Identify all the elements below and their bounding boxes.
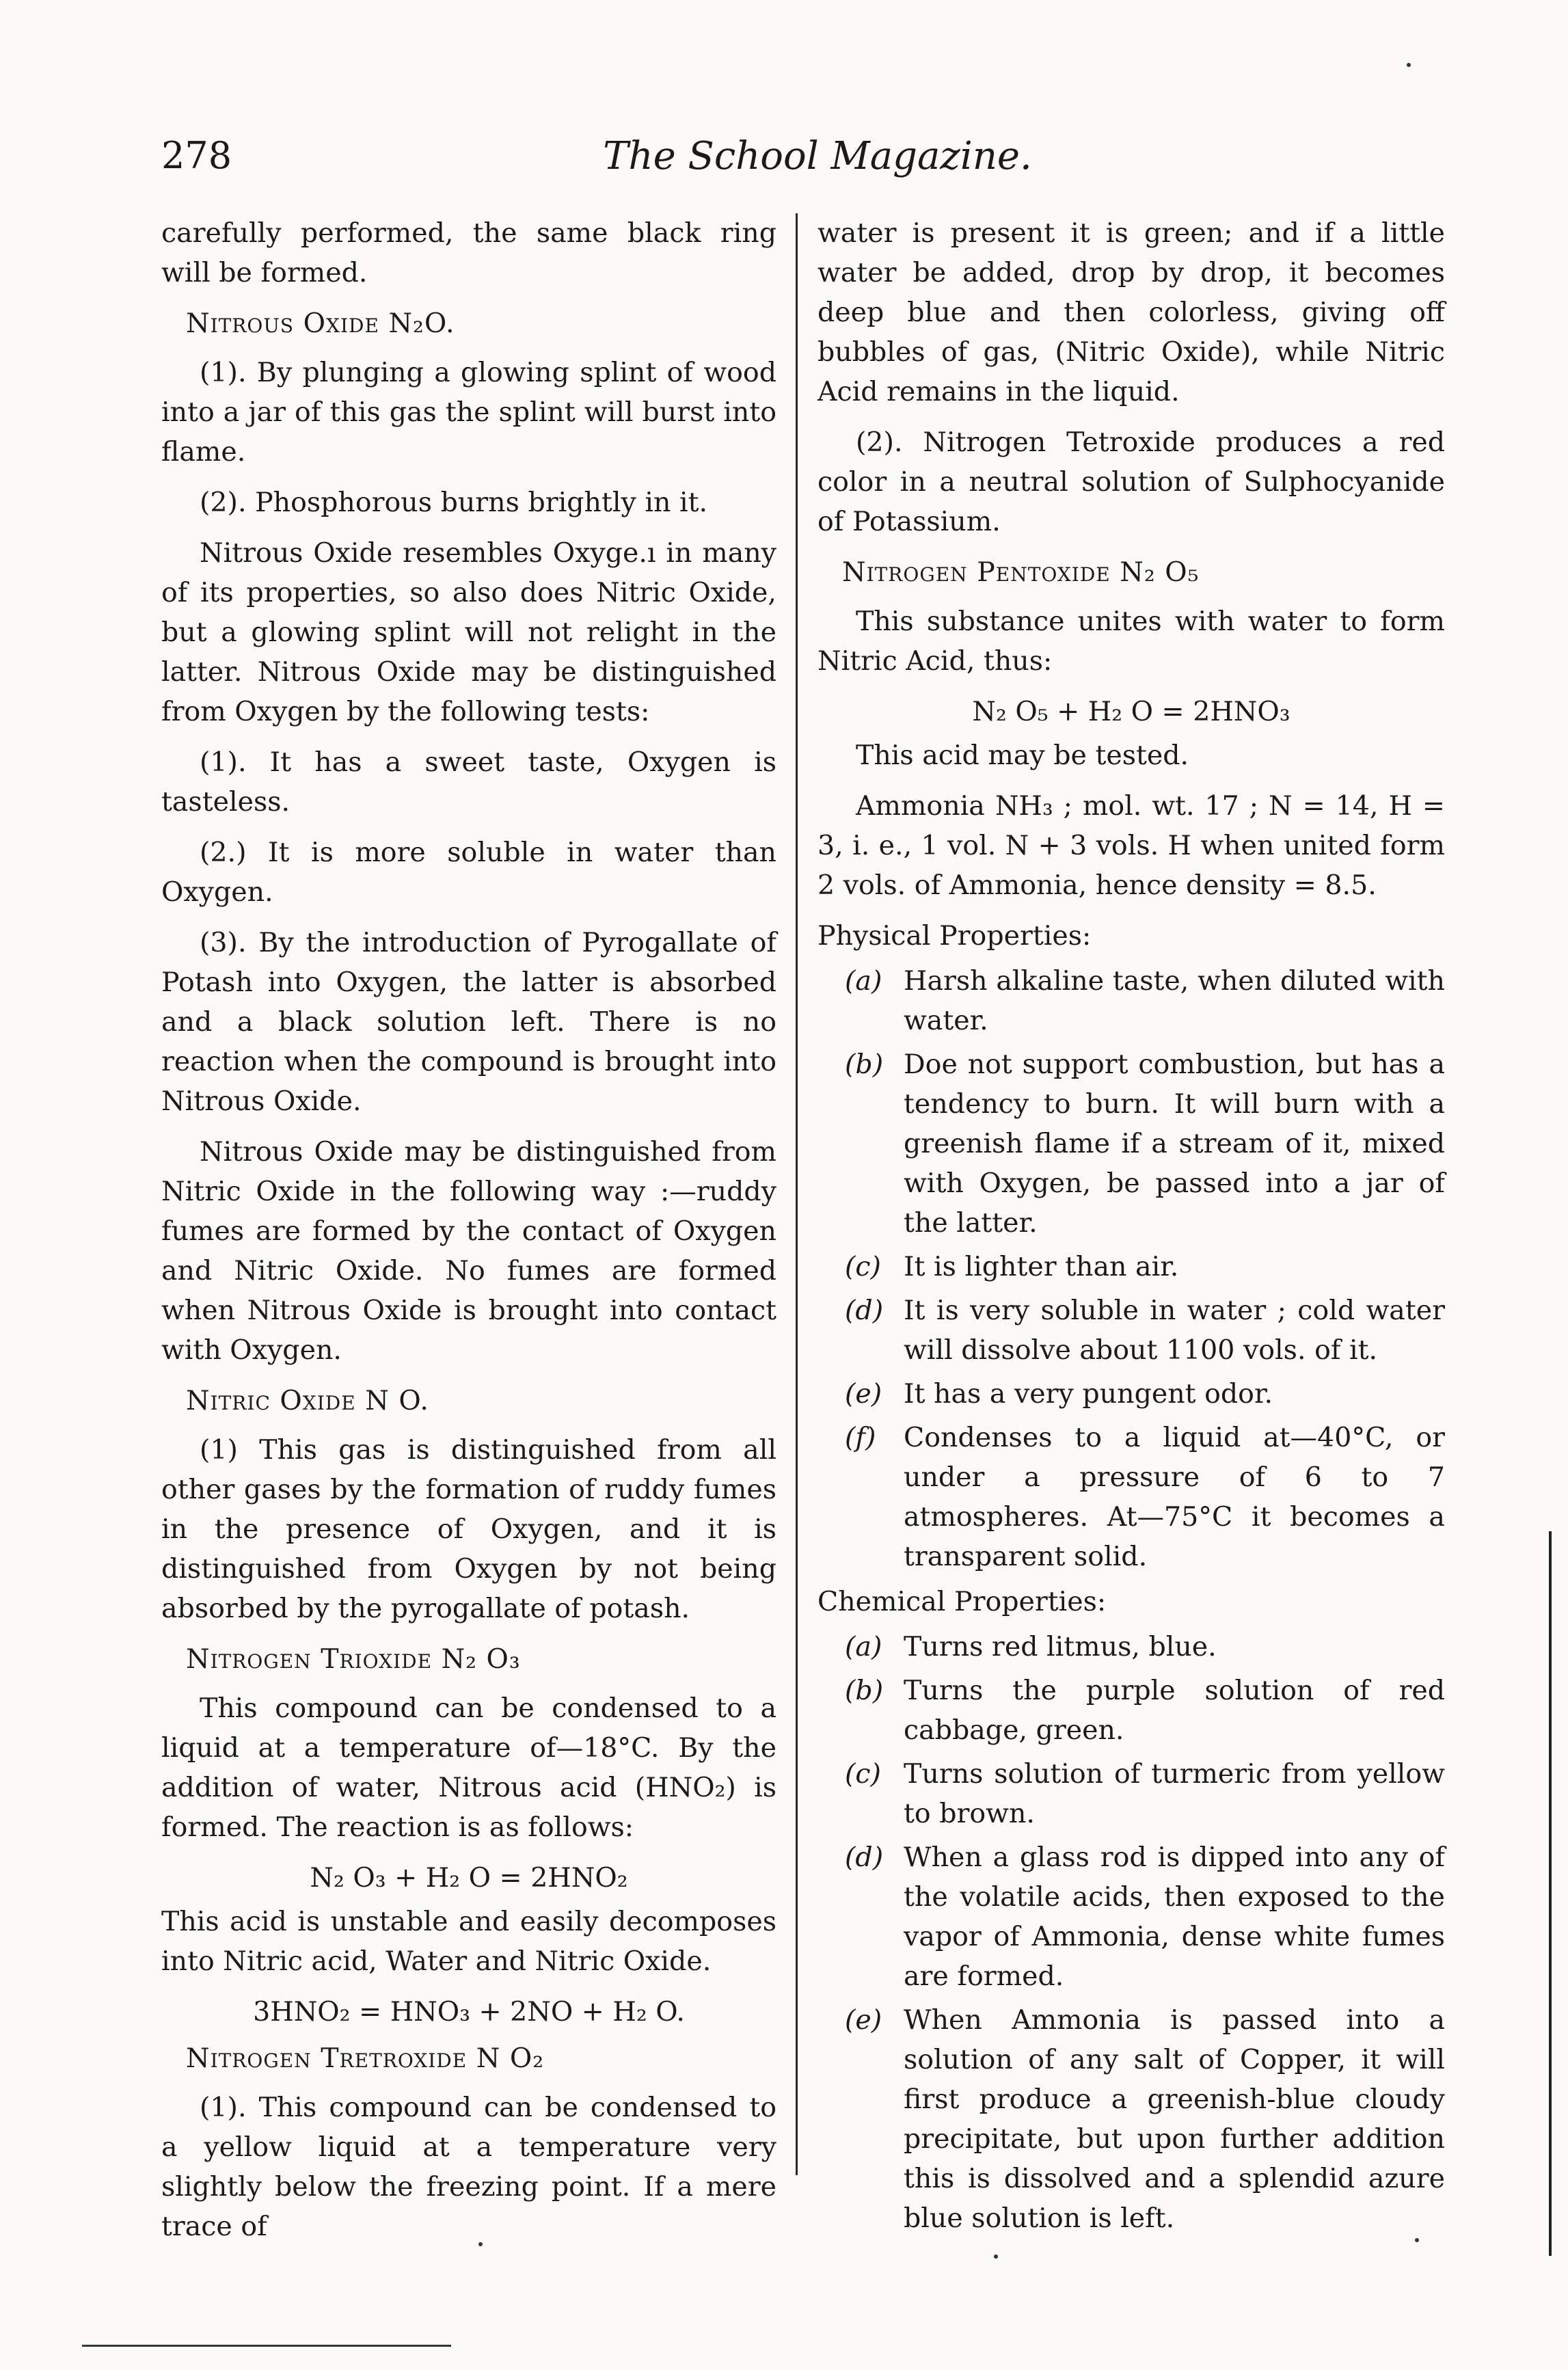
list-item — [845, 1374, 1445, 1414]
paragraph: (1). This compound can be condensed to a yellow liquid at a temperature very slightly below the freezing point. If a mere trace of — [161, 2092, 776, 2242]
item-text: Turns red litmus, blue. — [904, 1631, 1217, 1662]
section-heading-nitrogen-tretroxide: Nitrogen Tretroxide N O₂ — [186, 2043, 545, 2074]
running-header — [161, 134, 1474, 196]
item-marker: (d) — [845, 1295, 884, 1326]
item-marker: (f) — [845, 1422, 876, 1453]
list-item — [845, 1837, 1445, 1996]
list-item — [845, 1754, 1445, 1833]
item-marker: (b) — [845, 1049, 884, 1080]
chemical-properties-list — [817, 1627, 1445, 2238]
equation: N₂ O₅ + H₂ O = 2HNO₃ — [972, 696, 1290, 727]
column-divider — [796, 213, 798, 2175]
paragraph: This acid may be tested. — [856, 740, 1189, 771]
physical-properties-list — [817, 961, 1445, 1576]
bottom-rule — [82, 2345, 451, 2347]
right-column — [817, 213, 1445, 2242]
item-text: When Ammonia is passed into a solution of any salt of Copper, it will first produce a greenish-blue cloudy precipitate, but upon further addition this is dissolved and a splendid azure blue solution is left. — [904, 2004, 1445, 2234]
paragraph: This acid is unstable and easily decomposes into Nitric acid, Water and Nitric Oxide. — [161, 1906, 776, 1977]
paragraph: (2). Nitrogen Tetroxide produces a red color in a neutral solution of Sulphocyanide of Potassium. — [817, 427, 1445, 537]
chemical-properties-title: Chemical Properties: — [817, 1586, 1107, 1617]
item-marker: (a) — [845, 1631, 882, 1662]
item-text: Doe not support combustion, but has a tendency to burn. It will burn with a greenish flame if a stream of it, mixed with Oxygen, be passed into a jar of the latter. — [904, 1049, 1445, 1239]
print-speck — [478, 2242, 483, 2246]
paragraph: Ammonia NH₃ ; mol. wt. 17 ; N = 14, H = 3, i. e., 1 vol. N + 3 vols. H when united form 2 vols. of Ammonia, hence density = 8.5. — [817, 790, 1445, 901]
physical-properties-title: Physical Properties: — [817, 920, 1092, 952]
equation: 3HNO₂ = HNO₃ + 2NO + H₂ O. — [253, 1996, 685, 2028]
paragraph: (1) This gas is distinguished from all other gases by the formation of ruddy fumes in the presence of Oxygen, and it is distinguished from Oxygen by not being absorbed by the pyrogallate of potash. — [161, 1434, 776, 1624]
paragraph: (2). Phosphorous burns brightly in it. — [200, 487, 708, 518]
equation: N₂ O₃ + H₂ O = 2HNO₂ — [310, 1862, 628, 1894]
paragraph: This substance unites with water to form Nitric Acid, thus: — [817, 606, 1445, 677]
print-speck — [1415, 2238, 1419, 2242]
paragraph: carefully performed, the same black ring will be formed. — [161, 217, 776, 288]
margin-rule — [1549, 1531, 1552, 2256]
list-item — [845, 1247, 1445, 1287]
item-marker: (e) — [845, 2004, 882, 2036]
list-item — [845, 1045, 1445, 1243]
item-text: When a glass rod is dipped into any of the volatile acids, then exposed to the vapor of Ammonia, dense white fumes are formed. — [904, 1842, 1445, 1992]
paragraph: (1). It has a sweet taste, Oxygen is tasteless. — [161, 746, 776, 818]
section-heading-nitric-oxide: Nitric Oxide N O. — [186, 1385, 429, 1416]
page-number: 278 — [161, 134, 232, 177]
magazine-title: The School Magazine. — [603, 134, 1032, 178]
item-marker: (e) — [845, 1378, 882, 1410]
paragraph: Nitrous Oxide resembles Oxyge.ı in many of its properties, so also does Nitric Oxide, but a glowing splint will not relight in the latter. Nitrous Oxide may be distinguished from Oxygen by the following tests: — [161, 537, 776, 727]
item-text: It is very soluble in water ; cold water will dissolve about 1100 vols. of it. — [904, 1295, 1445, 1366]
item-text: Turns the purple solution of red cabbage, green. — [904, 1675, 1445, 1746]
section-heading-nitrogen-pentoxide: Nitrogen Pentoxide N₂ O₅ — [842, 556, 1200, 588]
item-marker: (a) — [845, 965, 882, 997]
item-text: It has a very pungent odor. — [904, 1378, 1273, 1410]
item-text: Condenses to a liquid at—40°C, or under a pressure of 6 to 7 atmospheres. At—75°C it becomes a transparent solid. — [904, 1422, 1445, 1572]
item-marker: (c) — [845, 1251, 881, 1282]
item-text: Turns solution of turmeric from yellow to brown. — [904, 1758, 1445, 1829]
list-item — [845, 1671, 1445, 1750]
paragraph: (2.) It is more soluble in water than Oxygen. — [161, 837, 776, 908]
section-heading-nitrous-oxide: Nitrous Oxide N₂O. — [186, 308, 455, 339]
paragraph: Nitrous Oxide may be distinguished from Nitric Oxide in the following way :—ruddy fumes are formed by the contact of Oxygen and Nitric Oxide. No fumes are formed when Nitrous Oxide is brought into contact with Oxygen. — [161, 1136, 776, 1366]
item-marker: (b) — [845, 1675, 884, 1706]
item-marker: (c) — [845, 1758, 881, 1790]
list-item — [845, 1627, 1445, 1667]
item-text: It is lighter than air. — [904, 1251, 1179, 1282]
paragraph: This compound can be condensed to a liquid at a temperature of—18°C. By the addition of water, Nitrous acid (HNO₂) is formed. The reaction is as follows: — [161, 1693, 776, 1843]
paragraph: (1). By plunging a glowing splint of wood into a jar of this gas the splint will burst into flame. — [161, 357, 776, 468]
list-item — [845, 1418, 1445, 1576]
list-item — [845, 1291, 1445, 1370]
paragraph: water is present it is green; and if a little water be added, drop by drop, it becomes deep blue and then colorless, giving off bubbles of gas, (Nitric Oxide), while Nitric Acid remains in the liquid. — [817, 217, 1445, 407]
print-speck — [994, 2254, 998, 2259]
list-item — [845, 961, 1445, 1040]
item-text: Harsh alkaline taste, when diluted with water. — [904, 965, 1445, 1036]
section-heading-nitrogen-trioxide: Nitrogen Trioxide N₂ O₃ — [186, 1643, 521, 1675]
paragraph: (3). By the introduction of Pyrogallate of Potash into Oxygen, the latter is absorbed and a black solution left. There is no reaction when the compound is brought into Nitrous Oxide. — [161, 927, 776, 1117]
left-column — [161, 213, 776, 2257]
item-marker: (d) — [845, 1842, 884, 1873]
list-item — [845, 2000, 1445, 2238]
print-speck — [1407, 63, 1411, 67]
